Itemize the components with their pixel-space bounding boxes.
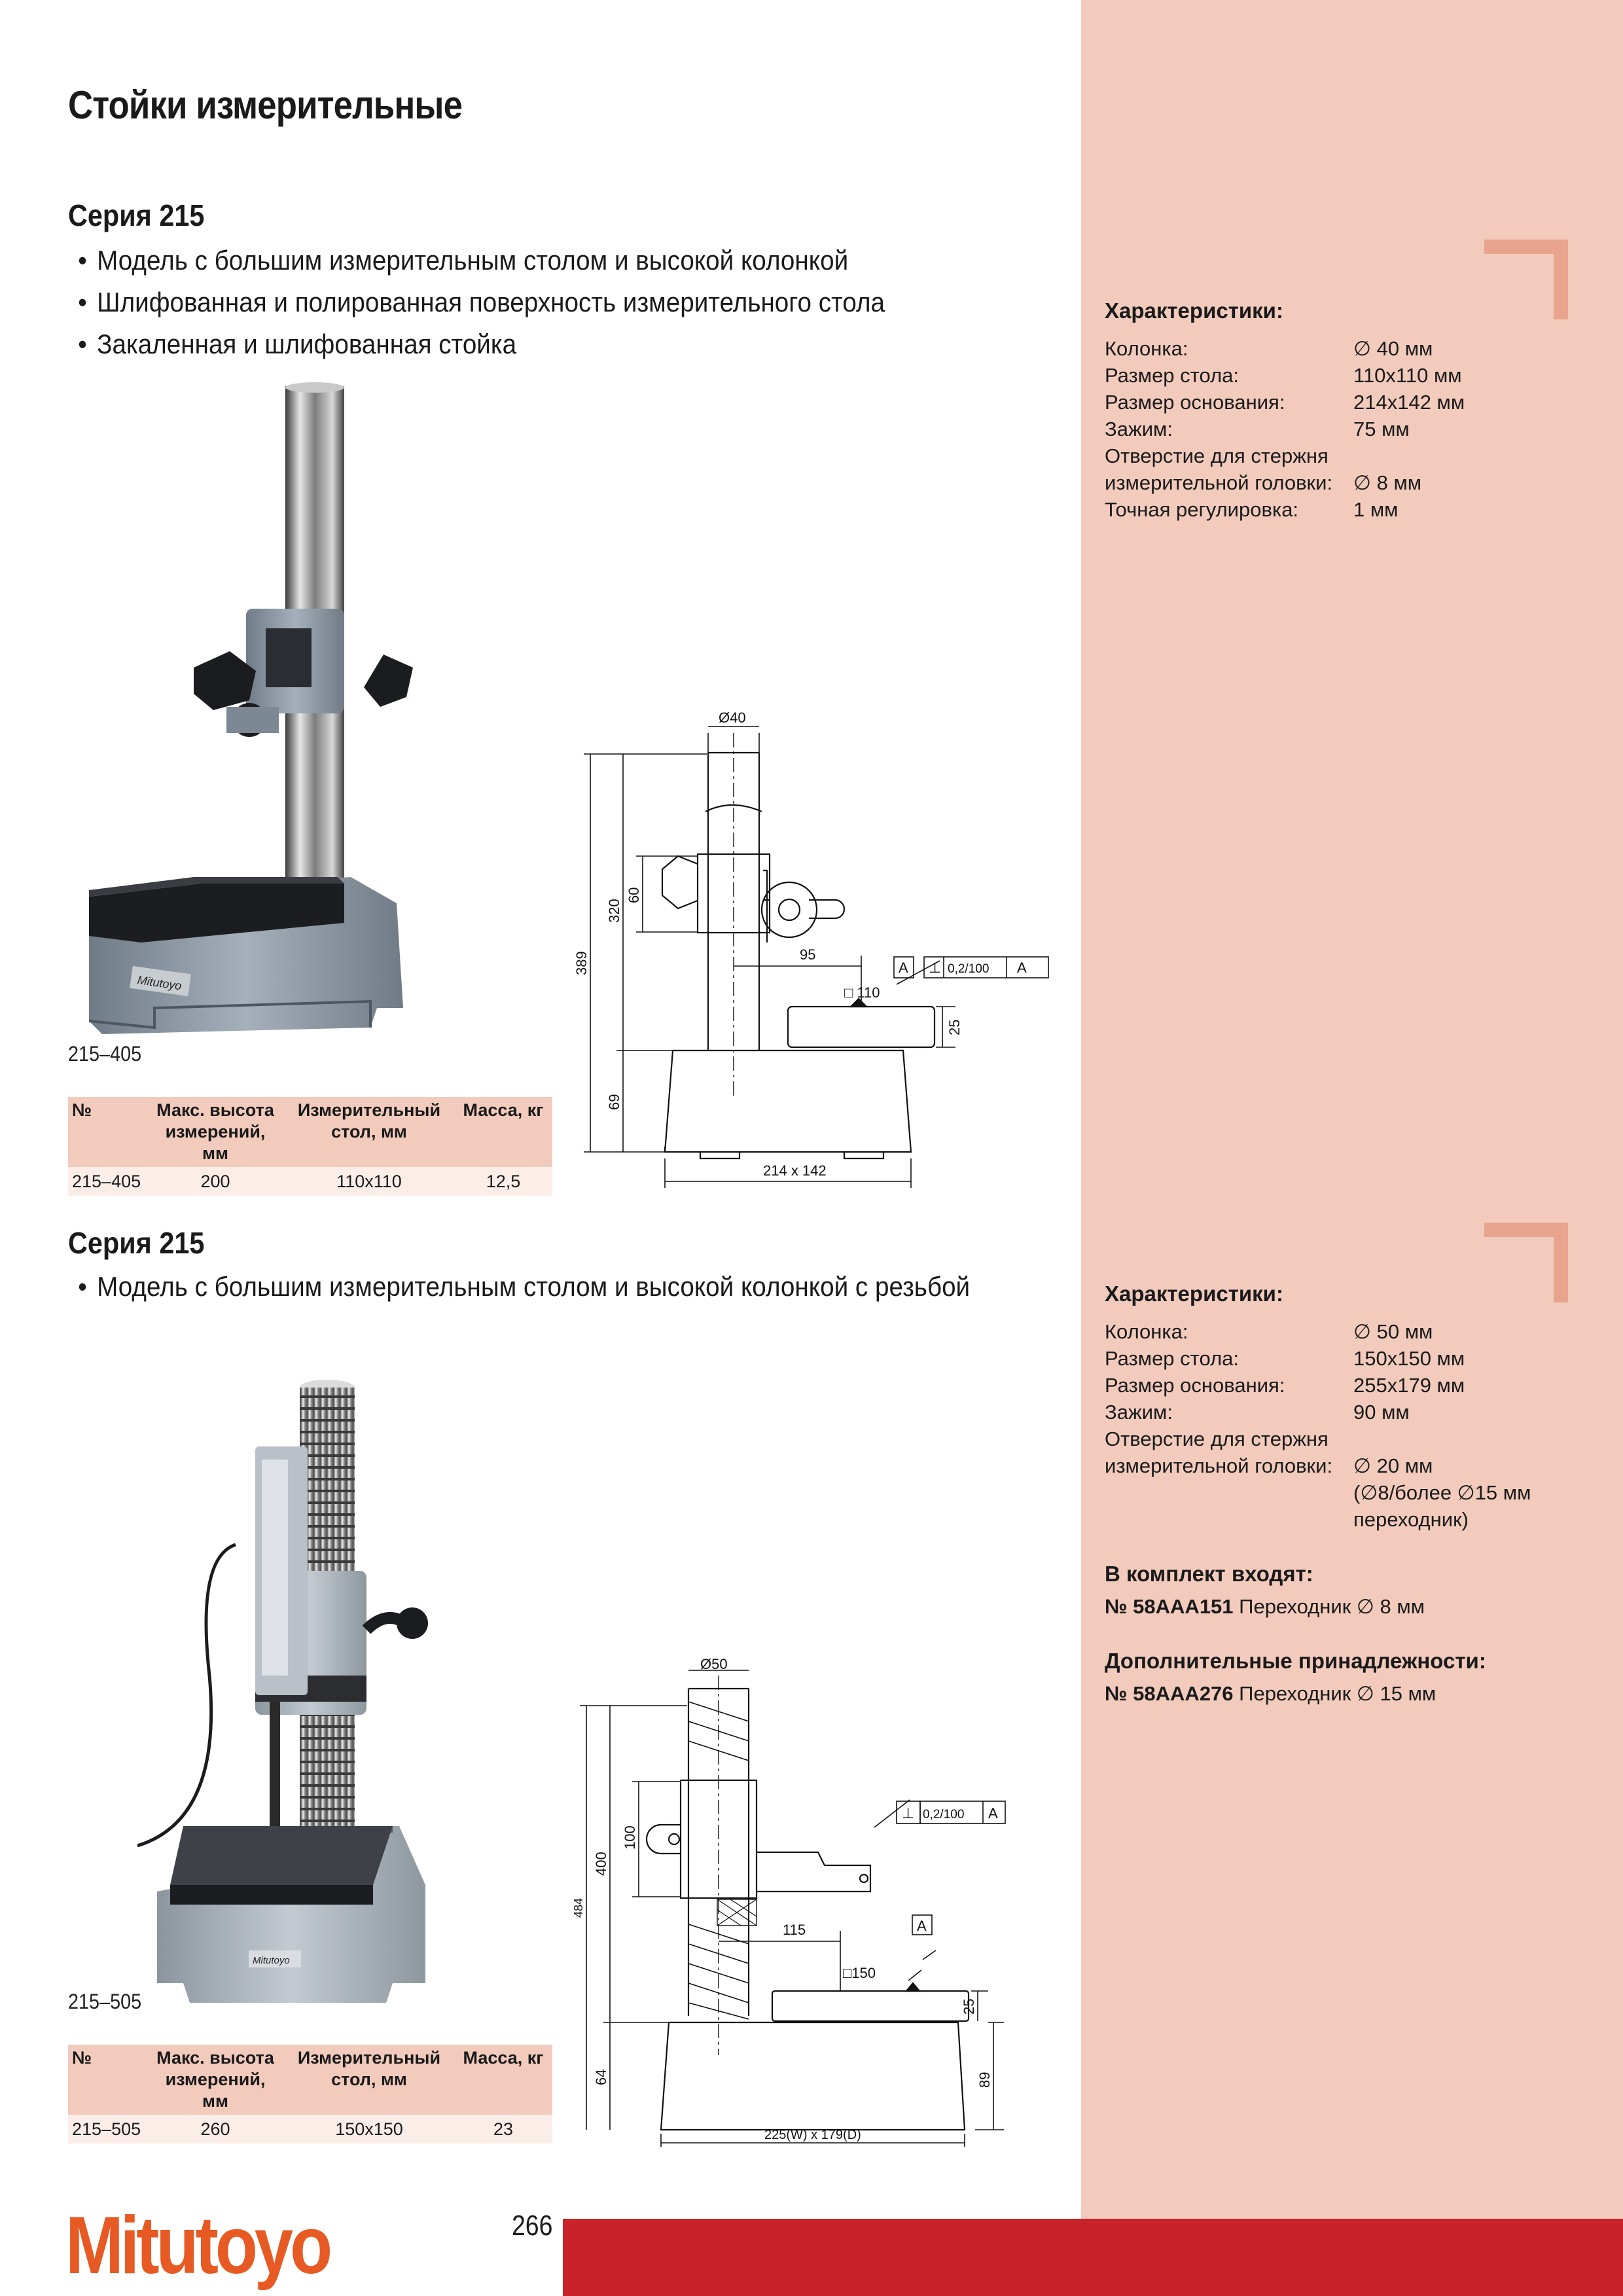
spec-value: ∅ 50 мм bbox=[1353, 1320, 1433, 1343]
spec-value: 1 мм bbox=[1353, 498, 1399, 521]
spec-row bbox=[1105, 442, 1589, 469]
spec-row bbox=[1105, 469, 1589, 496]
spec-row bbox=[1105, 389, 1589, 416]
characteristics-1 bbox=[1105, 298, 1589, 523]
photo-caption-2: 215–505 bbox=[68, 1990, 142, 2013]
spec-value: ∅ 8 мм bbox=[1353, 471, 1422, 494]
footer-bar bbox=[563, 2219, 1623, 2296]
dim-label: 389 bbox=[573, 951, 590, 975]
column-header: Масса, кг bbox=[454, 1097, 552, 1167]
feature-item: • Модель с большим измерительным столом и высокой колонкой bbox=[68, 240, 885, 281]
spec-row bbox=[1105, 1479, 1589, 1506]
product-photo-215-505 bbox=[131, 1374, 445, 2009]
spec-label: Размер стола: bbox=[1105, 1347, 1240, 1370]
accessories-title: Дополнительные принадлежности: bbox=[1105, 1649, 1486, 1673]
table-row bbox=[68, 2115, 552, 2144]
spec-table-2 bbox=[68, 2045, 552, 2144]
column-header: Измерительный стол, мм bbox=[284, 2045, 454, 2115]
spec-row bbox=[1105, 496, 1589, 523]
tolerance-label: 0,2/100 bbox=[948, 962, 990, 976]
table-cell: 260 bbox=[147, 2115, 284, 2144]
spec-label: Размер стола: bbox=[1105, 364, 1240, 387]
spec-value: 214x142 мм bbox=[1353, 391, 1465, 414]
characteristics-title: Характеристики: bbox=[1105, 298, 1283, 323]
dim-label: 100 bbox=[622, 1825, 638, 1850]
spec-label: Размер основания: bbox=[1105, 391, 1285, 414]
spec-row bbox=[1105, 1426, 1589, 1452]
spec-label: измерительной головки: bbox=[1105, 1454, 1333, 1477]
part-description: Переходник ∅ 15 мм bbox=[1239, 1682, 1436, 1705]
spec-row bbox=[1105, 335, 1589, 362]
column-header: Макс. высота измерений, мм bbox=[147, 1097, 284, 1167]
photo-caption-1: 215–405 bbox=[68, 1042, 142, 1066]
spec-label: измерительной головки: bbox=[1105, 471, 1333, 494]
dim-label: 214 x 142 bbox=[763, 1162, 827, 1179]
table-cell: 215–505 bbox=[68, 2115, 147, 2144]
technical-drawing-1 bbox=[569, 707, 1041, 1178]
dim-label: 25 bbox=[961, 1998, 977, 2015]
feature-list-1 bbox=[68, 240, 885, 365]
spec-value: ∅ 40 мм bbox=[1353, 337, 1433, 360]
spec-value: (∅8/более ∅15 мм bbox=[1353, 1481, 1531, 1504]
tolerance-label: ⊥ bbox=[929, 960, 942, 976]
spec-label bbox=[1105, 1506, 1353, 1533]
feature-item: • Модель с большим измерительным столом и высокой колонкой с резьбой bbox=[68, 1266, 970, 1308]
spec-label: Колонка: bbox=[1105, 337, 1188, 360]
tolerance-label: ⊥ bbox=[902, 1805, 915, 1821]
spec-row bbox=[1105, 1399, 1589, 1426]
column-header: № bbox=[68, 1097, 147, 1167]
characteristics-2 bbox=[1105, 1282, 1589, 1707]
tolerance-label: 0,2/100 bbox=[923, 1808, 965, 1821]
spec-label: Отверстие для стержня bbox=[1105, 1427, 1329, 1450]
spec-value: 110x110 мм bbox=[1353, 364, 1462, 387]
spec-row bbox=[1105, 1372, 1589, 1399]
accessory-item bbox=[1105, 1680, 1589, 1707]
part-number: № 58AAA151 bbox=[1105, 1595, 1234, 1618]
spec-label bbox=[1105, 1479, 1353, 1506]
spec-row bbox=[1105, 416, 1589, 442]
spec-label: Зажим: bbox=[1105, 1401, 1173, 1424]
part-number: № 58AAA276 bbox=[1105, 1682, 1234, 1705]
table-cell: 110x110 bbox=[284, 1167, 454, 1196]
dim-label: 64 bbox=[593, 2069, 609, 2085]
series-title-2: Серия 215 bbox=[68, 1226, 205, 1260]
spec-label: Точная регулировка: bbox=[1105, 498, 1299, 521]
table-cell: 23 bbox=[454, 2115, 552, 2144]
spec-row bbox=[1105, 1345, 1589, 1372]
page-title: Стойки измерительные bbox=[68, 83, 463, 127]
characteristics-title: Характеристики: bbox=[1105, 1282, 1283, 1306]
datum-label: A bbox=[917, 1918, 927, 1934]
spec-value: 150x150 мм bbox=[1353, 1347, 1465, 1370]
dim-label: 25 bbox=[946, 1019, 963, 1035]
product-photo-215-405 bbox=[63, 380, 442, 1060]
table-cell: 12,5 bbox=[454, 1167, 552, 1196]
technical-drawing-2 bbox=[569, 1656, 1054, 2142]
dim-label: □150 bbox=[843, 1965, 876, 1981]
spec-value bbox=[1353, 1426, 1589, 1452]
spec-label: Зажим: bbox=[1105, 418, 1173, 440]
spec-row bbox=[1105, 362, 1589, 389]
included-title: В комплект входят: bbox=[1105, 1562, 1313, 1586]
included-item bbox=[1105, 1593, 1589, 1620]
dim-label: 95 bbox=[800, 946, 816, 963]
series-title-1: Серия 215 bbox=[68, 198, 205, 232]
page-number: 266 bbox=[512, 2210, 553, 2242]
column-header: Макс. высота измерений, мм bbox=[147, 2045, 284, 2115]
spec-label: Отверстие для стержня bbox=[1105, 444, 1329, 467]
dim-label: Ø50 bbox=[700, 1656, 728, 1672]
spec-label: Размер основания: bbox=[1105, 1374, 1285, 1397]
dim-label: 320 bbox=[606, 899, 622, 923]
dim-label: □ 110 bbox=[844, 984, 880, 1001]
spec-value: 255x179 мм bbox=[1353, 1374, 1465, 1397]
feature-list-2 bbox=[68, 1266, 970, 1308]
tolerance-label: A bbox=[1017, 960, 1027, 976]
table-cell: 200 bbox=[147, 1167, 284, 1196]
column-header: Масса, кг bbox=[454, 2045, 552, 2115]
spec-table-1 bbox=[68, 1097, 552, 1196]
table-cell: 150x150 bbox=[284, 2115, 454, 2144]
dim-label: 484 bbox=[572, 1897, 585, 1918]
spec-value: ∅ 20 мм bbox=[1353, 1454, 1433, 1477]
tolerance-label: A bbox=[988, 1805, 998, 1821]
spec-row bbox=[1105, 1452, 1589, 1479]
dim-label: 115 bbox=[783, 1922, 806, 1938]
table-row bbox=[68, 1167, 552, 1196]
spec-value: переходник) bbox=[1353, 1508, 1469, 1531]
svg-text:Mitutoyo: Mitutoyo bbox=[253, 1955, 290, 1966]
column-header: № bbox=[68, 2045, 147, 2115]
brand-logo: Mitutoyo bbox=[65, 2200, 329, 2291]
dim-label: 89 bbox=[976, 2072, 993, 2088]
spec-row bbox=[1105, 1318, 1589, 1345]
column-header: Измерительный стол, мм bbox=[284, 1097, 454, 1167]
spec-value bbox=[1353, 442, 1589, 469]
dim-label: Ø40 bbox=[719, 709, 746, 726]
feature-item: • Закаленная и шлифованная стойка bbox=[68, 323, 885, 365]
svg-text:Mitutoyo: Mitutoyo bbox=[136, 973, 183, 993]
dim-label: 400 bbox=[593, 1852, 609, 1876]
spec-value: 90 мм bbox=[1353, 1401, 1410, 1424]
spec-row bbox=[1105, 1506, 1589, 1533]
table-cell: 215–405 bbox=[68, 1167, 147, 1196]
dim-label: 225(W) x 179(D) bbox=[764, 2128, 861, 2142]
feature-item: • Шлифованная и полированная поверхность измерительного стола bbox=[68, 281, 885, 323]
dim-label: 69 bbox=[606, 1094, 622, 1110]
tolerance-label: A bbox=[899, 960, 908, 976]
spec-label: Колонка: bbox=[1105, 1320, 1188, 1343]
part-description: Переходник ∅ 8 мм bbox=[1239, 1595, 1425, 1618]
dim-label: 60 bbox=[626, 887, 642, 903]
spec-value: 75 мм bbox=[1353, 418, 1410, 440]
